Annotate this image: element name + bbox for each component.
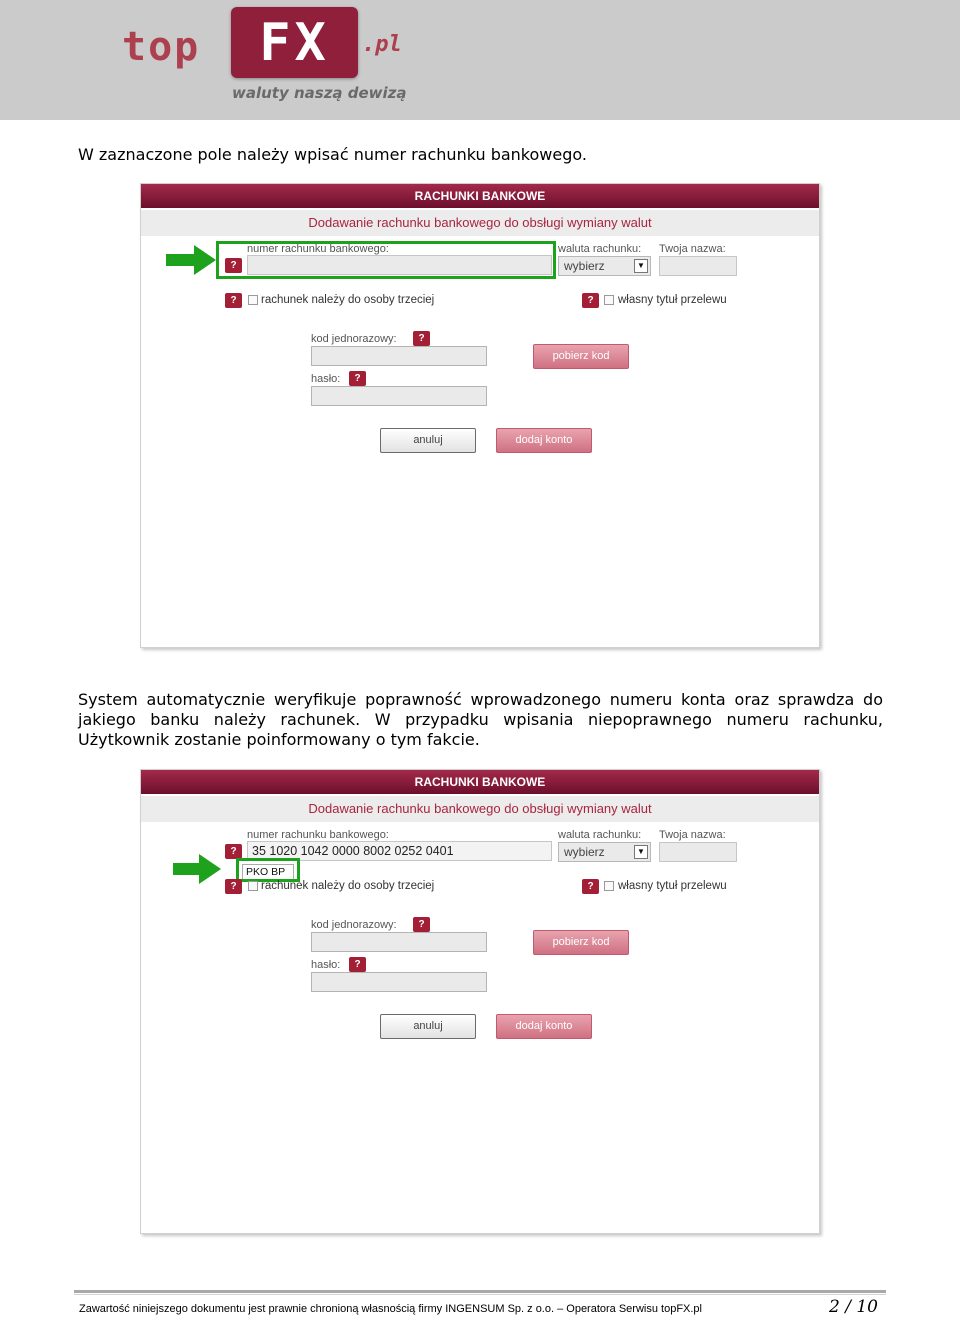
- add-account-button[interactable]: dodaj konto: [496, 1014, 592, 1039]
- cancel-button[interactable]: anuluj: [380, 428, 476, 453]
- third-party-checkbox[interactable]: [248, 881, 258, 891]
- currency-select[interactable]: [558, 842, 651, 862]
- account-number-input[interactable]: 35 1020 1042 0000 8002 0252 0401: [247, 841, 552, 861]
- help-icon[interactable]: ?: [582, 293, 599, 308]
- help-icon[interactable]: ?: [413, 917, 430, 932]
- bank-name-suggestion: PKO BP: [242, 864, 294, 880]
- green-arrow-icon: [166, 245, 216, 275]
- get-code-button[interactable]: pobierz kod: [533, 344, 629, 369]
- custom-name-input[interactable]: [659, 256, 737, 276]
- panel-subtitle: Dodawanie rachunku bankowego do obsługi wymiany walut: [141, 210, 819, 236]
- currency-select-value: wybierz: [564, 845, 605, 859]
- logo-fx-text: FX: [259, 12, 330, 73]
- password-label: hasło:: [311, 959, 341, 971]
- page-number: 2 / 10: [829, 1297, 878, 1317]
- body-paragraph: System automatycznie weryfikuje poprawność wprowadzonego numeru konta oraz sprawdza do jakiego banku należy rachunek. W przypadku wpisania niepoprawnego numeru rachunku, Użytkownik zostanie poinformowany o tym fakcie.: [78, 690, 883, 749]
- password-input[interactable]: [311, 386, 487, 406]
- footer-rule: [74, 1290, 886, 1293]
- page-header: [0, 0, 960, 120]
- help-icon[interactable]: ?: [582, 879, 599, 894]
- help-icon[interactable]: ?: [225, 844, 242, 859]
- panel-title: RACHUNKI BANKOWE: [141, 184, 819, 208]
- help-icon[interactable]: ?: [225, 258, 242, 273]
- bank-accounts-panel-1: [140, 183, 820, 648]
- account-number-label: numer rachunku bankowego:: [247, 829, 389, 841]
- help-icon[interactable]: ?: [225, 293, 242, 308]
- currency-label: waluta rachunku:: [558, 243, 642, 255]
- otp-label: kod jednorazowy:: [311, 333, 397, 345]
- otp-label: kod jednorazowy:: [311, 919, 397, 931]
- logo-fx-box: [231, 7, 358, 78]
- highlight-frame: [216, 241, 556, 279]
- logo-pl-text: .pl: [362, 32, 402, 57]
- tagline: waluty naszą dewizą: [232, 84, 407, 102]
- footer-rule-thin: [74, 1294, 886, 1295]
- password-label: hasło:: [311, 373, 341, 385]
- footer-copyright: Zawartość niniejszego dokumentu jest prawnie chronioną własnością firmy INGENSUM Sp. z o.o. – Operatora Serwisu topFX.pl: [79, 1303, 702, 1315]
- third-party-label: rachunek należy do osoby trzeciej: [261, 294, 435, 306]
- own-title-label: własny tytuł przelewu: [618, 880, 727, 892]
- help-icon[interactable]: ?: [413, 331, 430, 346]
- currency-label: waluta rachunku:: [558, 829, 642, 841]
- help-icon[interactable]: ?: [349, 957, 366, 972]
- cancel-button[interactable]: anuluj: [380, 1014, 476, 1039]
- own-title-checkbox[interactable]: [604, 295, 614, 305]
- help-icon[interactable]: ?: [225, 879, 242, 894]
- password-input[interactable]: [311, 972, 487, 992]
- panel-subtitle: Dodawanie rachunku bankowego do obsługi wymiany walut: [141, 796, 819, 822]
- account-number-label: numer rachunku bankowego:: [247, 243, 389, 255]
- third-party-label: rachunek należy do osoby trzeciej: [261, 880, 435, 892]
- otp-input[interactable]: [311, 346, 487, 366]
- logo-top-text: top: [122, 24, 201, 70]
- custom-name-input[interactable]: [659, 842, 737, 862]
- help-icon[interactable]: ?: [349, 371, 366, 386]
- currency-select[interactable]: [558, 256, 651, 276]
- get-code-button[interactable]: pobierz kod: [533, 930, 629, 955]
- panel-title: RACHUNKI BANKOWE: [141, 770, 819, 794]
- intro-paragraph: W zaznaczone pole należy wpisać numer rachunku bankowego.: [78, 145, 587, 164]
- green-arrow-icon: [173, 854, 221, 884]
- add-account-button[interactable]: dodaj konto: [496, 428, 592, 453]
- custom-name-label: Twoja nazwa:: [659, 829, 726, 841]
- bank-accounts-panel-2: [140, 769, 820, 1234]
- own-title-label: własny tytuł przelewu: [618, 294, 727, 306]
- highlight-frame: [236, 858, 300, 882]
- chevron-down-icon[interactable]: ▼: [634, 259, 648, 273]
- currency-select-value: wybierz: [564, 259, 605, 273]
- third-party-checkbox[interactable]: [248, 295, 258, 305]
- chevron-down-icon[interactable]: ▼: [634, 845, 648, 859]
- own-title-checkbox[interactable]: [604, 881, 614, 891]
- otp-input[interactable]: [311, 932, 487, 952]
- custom-name-label: Twoja nazwa:: [659, 243, 726, 255]
